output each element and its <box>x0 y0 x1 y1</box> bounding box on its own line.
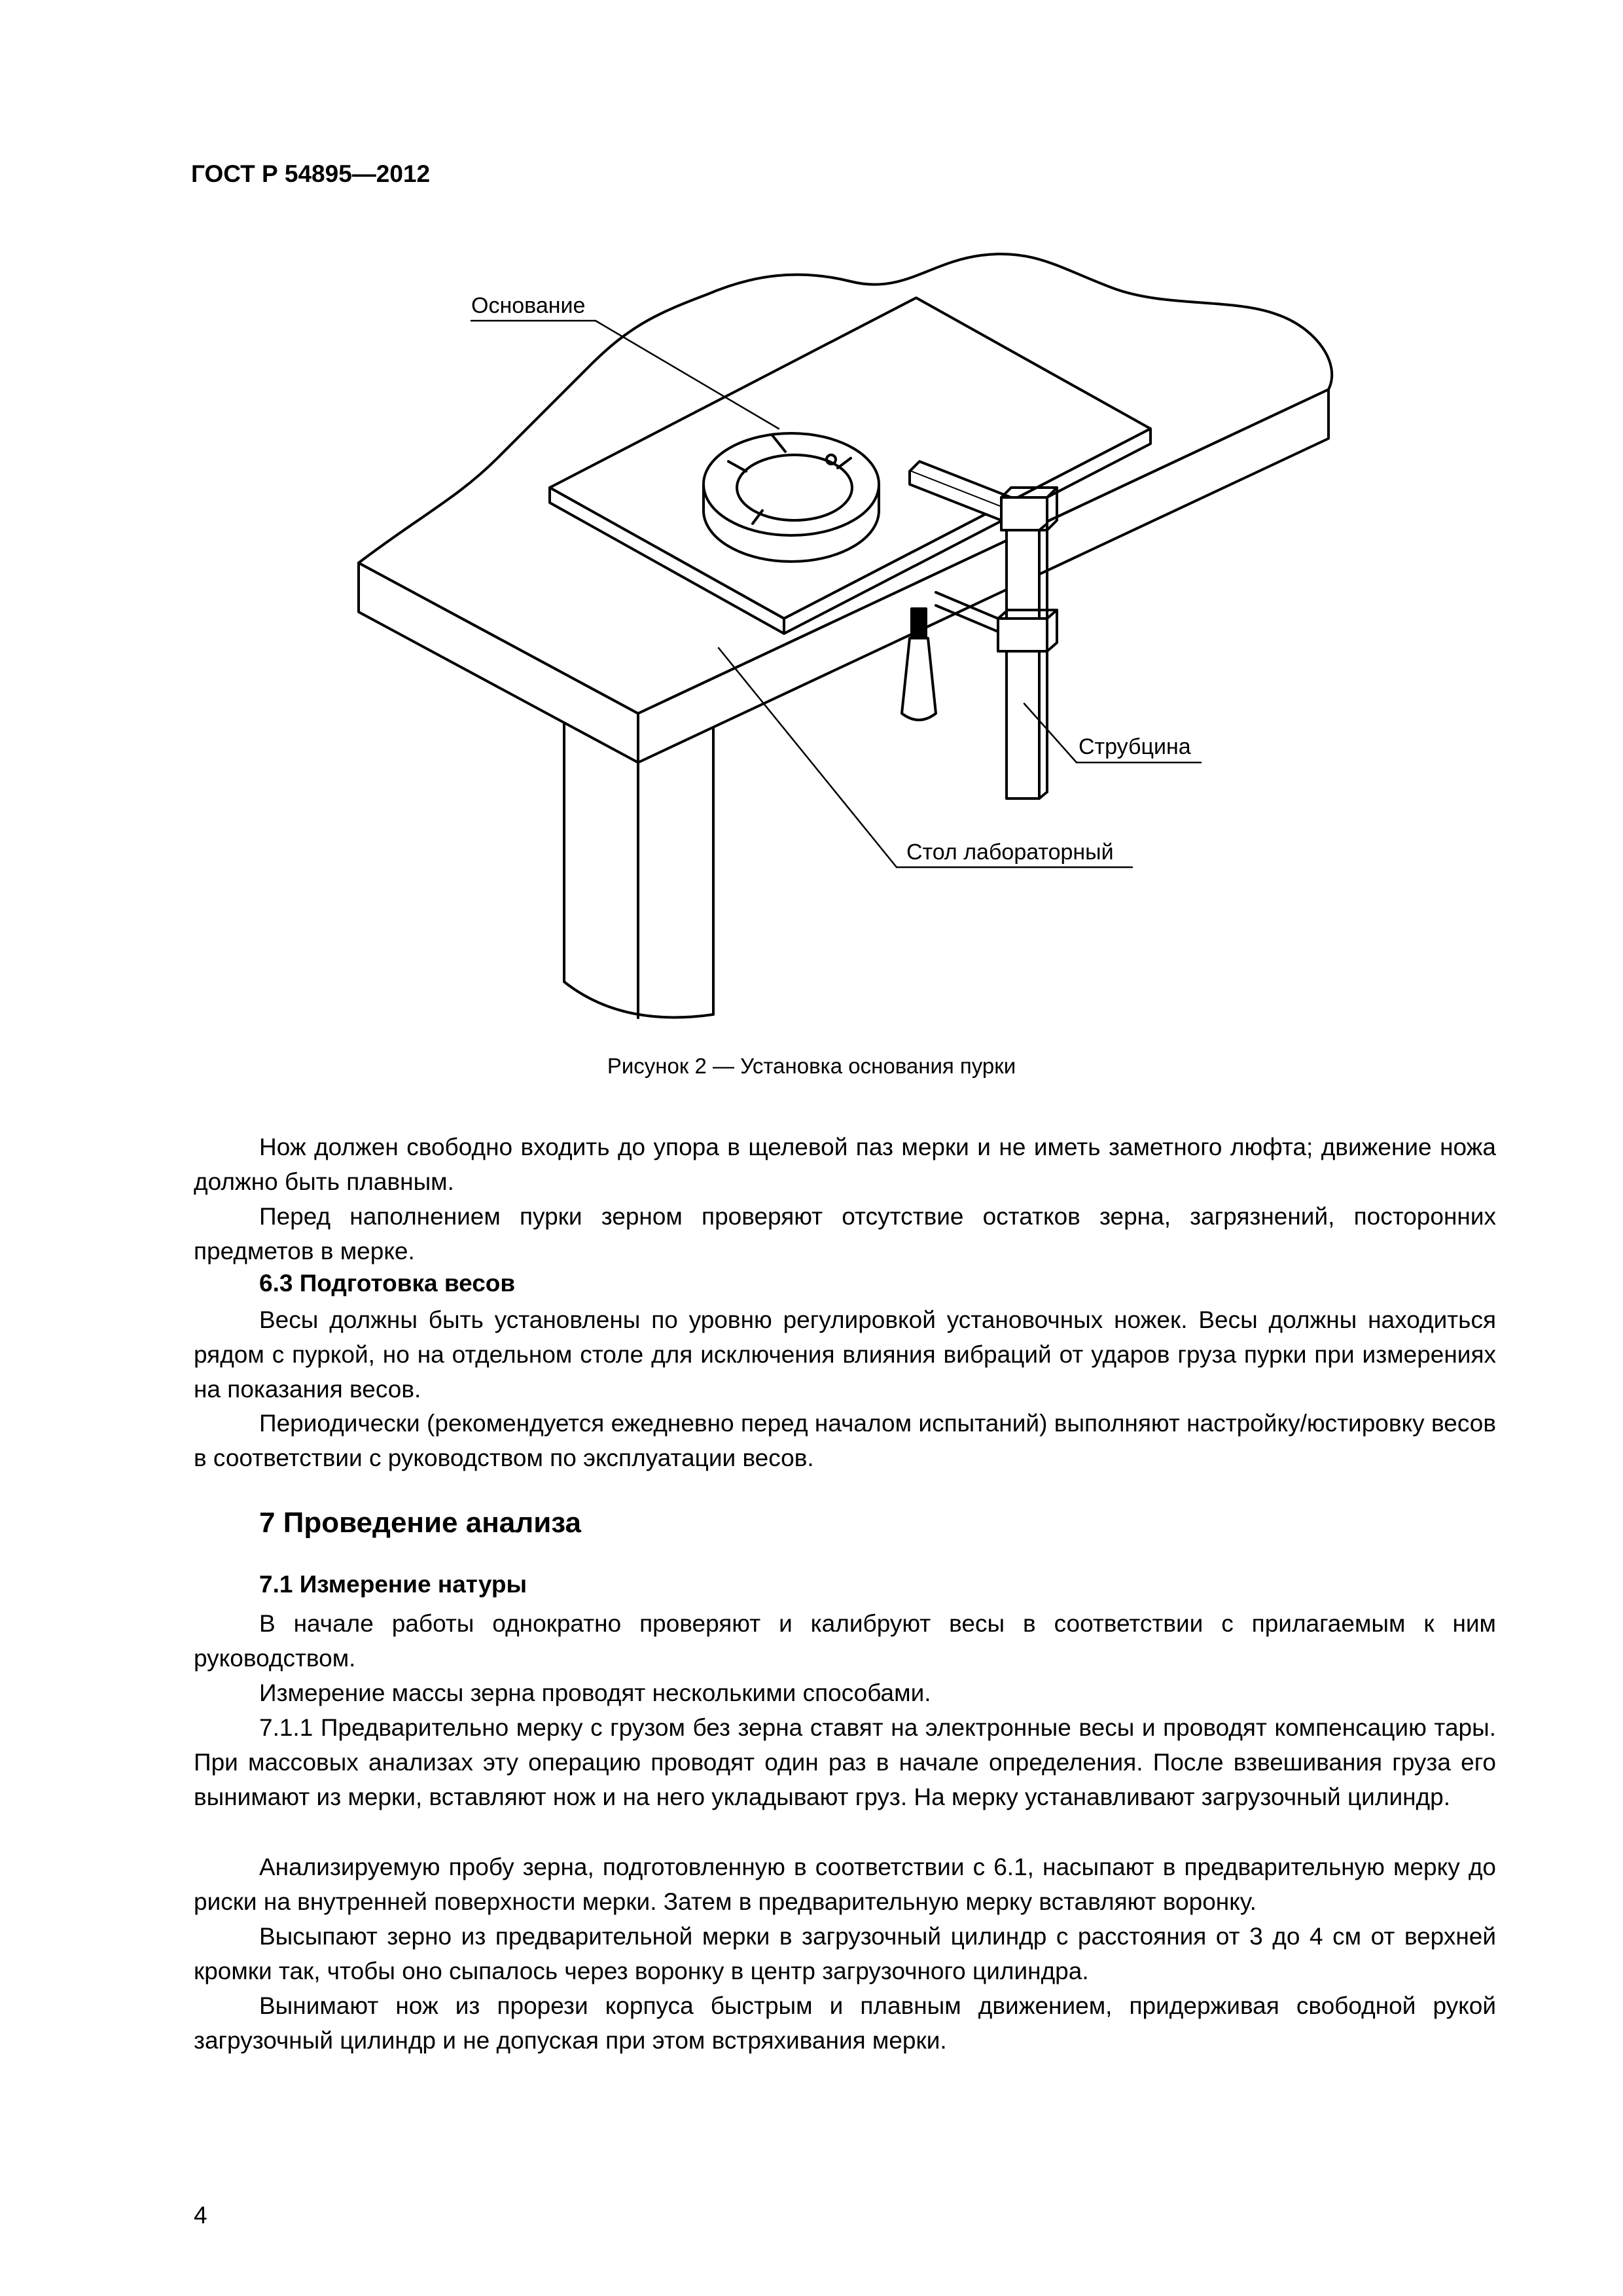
section-heading-7: 7 Проведение анализа <box>259 1507 582 1539</box>
page-number: 4 <box>194 2202 207 2229</box>
label-base: Основание <box>471 293 586 318</box>
paragraph: В начале работы однократно проверяют и калибруют весы в соответствии с прилагаемым к ним руководством. <box>194 1610 1496 1672</box>
ring <box>704 433 879 562</box>
paragraph: Высыпают зерно из предварительной мерки в загрузочный цилиндр с расстояния от 3 до 4 см от верхней кромки так, чтобы оно сыпалось через воронку в центр загрузочного цилиндра. <box>194 1923 1496 1984</box>
label-clamp: Струбцина <box>1079 734 1191 759</box>
paragraph: Весы должны быть установлены по уровню регулировкой установочных ножек. Весы должны находиться рядом с пуркой, но на отдельном столе для исключения влияния вибраций от ударов груза пурки при измерениях на показания весов. <box>194 1306 1496 1403</box>
section-heading-7-1: 7.1 Измерение натуры <box>259 1571 527 1598</box>
paragraph: Вынимают нож из прорези корпуса быстрым и плавным движением, придерживая свободной рукой загрузочный цилиндр и не допуская при этом встряхивания мерки. <box>194 1992 1496 2054</box>
clamp-screw <box>912 609 926 638</box>
paragraph: Измерение массы зерна проводят несколькими способами. <box>259 1679 931 1706</box>
label-table: Стол лабораторный <box>906 840 1114 865</box>
figure-caption: Рисунок 2 — Установка основания пурки <box>607 1054 1016 1078</box>
paragraph: 7.1.1 Предварительно мерку с грузом без зерна ставят на электронные весы и проводят компенсацию тары. При массовых анализах эту операцию проводят один раз в начале определения. После взвешивания груза его вынимают из мерки, вставляют нож и на него укладывают груз. На мерку устанавливают загрузочный цилиндр. <box>194 1714 1496 1810</box>
figure-drawing <box>0 0 1623 1047</box>
document-header: ГОСТ Р 54895—2012 <box>191 160 431 187</box>
section-heading-6-3: 6.3 Подготовка весов <box>259 1270 516 1297</box>
paragraph: Перед наполнением пурки зерном проверяют отсутствие остатков зерна, загрязнений, посторонних предметов в мерке. <box>194 1203 1496 1265</box>
paragraph: Анализируемую пробу зерна, подготовленную в соответствии с 6.1, насыпают в предварительную мерку до риски на внутренней поверхности мерки. Затем в предварительную мерку вставляют воронку. <box>194 1854 1496 1915</box>
paragraph: Периодически (рекомендуется ежедневно перед началом испытаний) выполняют настройку/юстировку весов в соответствии с руководством по эксплуатации весов. <box>194 1410 1496 1471</box>
paragraph: Нож должен свободно входить до упора в щелевой паз мерки и не иметь заметного люфта; движение ножа должно быть плавным. <box>194 1134 1496 1195</box>
